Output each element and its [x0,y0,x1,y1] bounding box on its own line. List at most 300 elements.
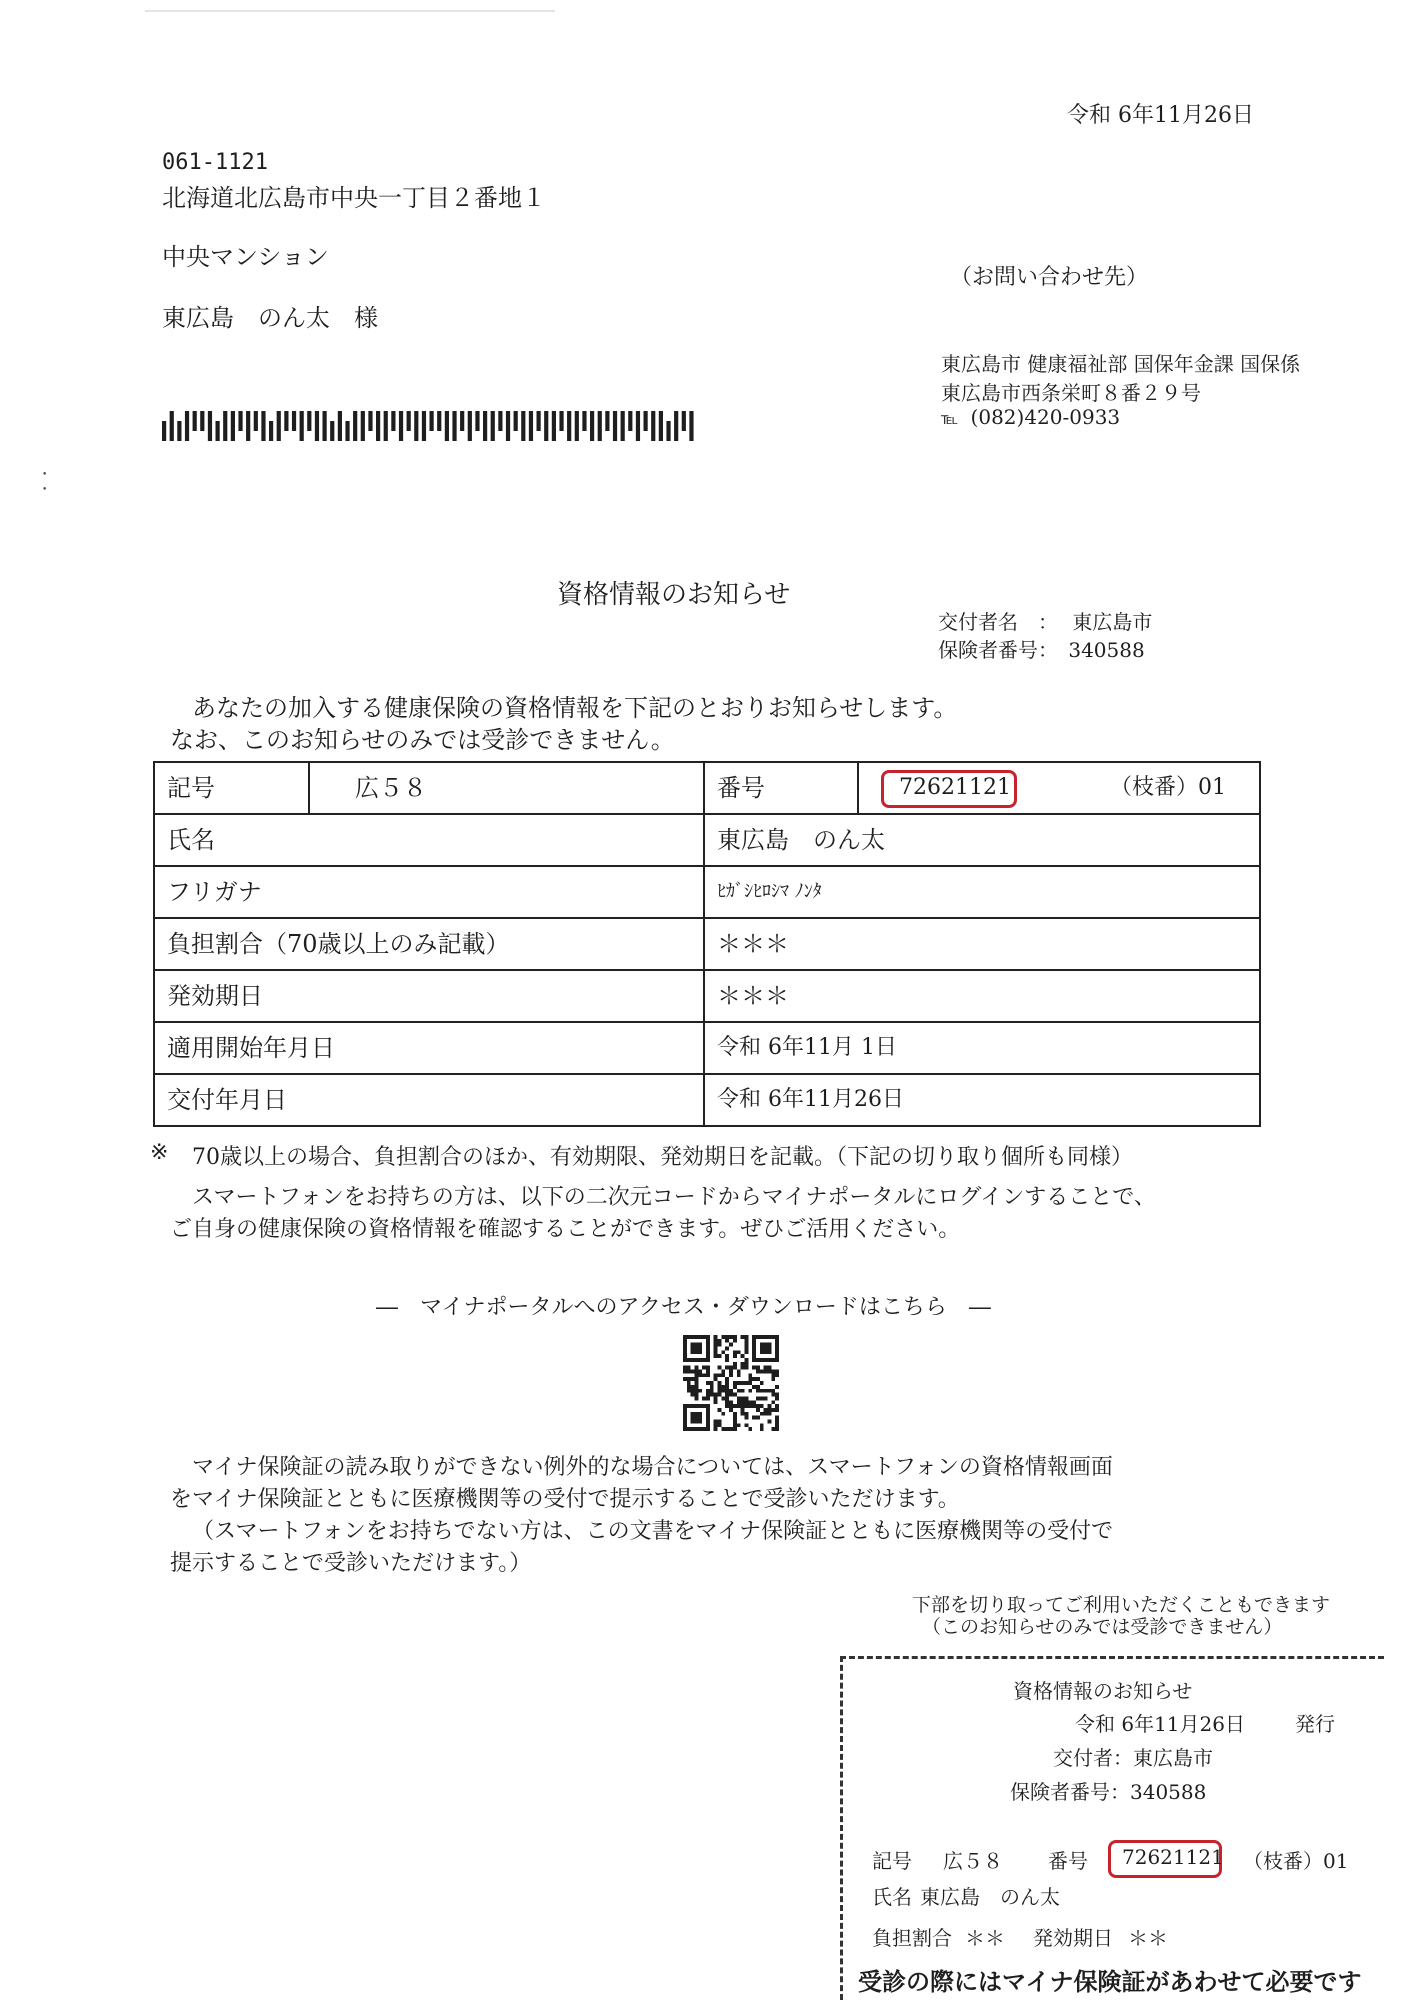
cutout-kigo-label: 記号 [872,1849,912,1873]
qr-module [760,1389,764,1393]
table-row [155,1073,1259,1125]
barcode-bar [300,411,304,441]
qr-module [764,1366,768,1370]
barcode-bar [307,411,311,431]
qr-module [752,1385,756,1389]
qr-module [695,1377,699,1381]
qr-module [733,1354,737,1358]
qr-module [721,1385,725,1389]
barcode-bar [590,411,594,441]
divider [703,867,705,917]
barcode-bar [216,421,220,441]
qr-module [714,1396,718,1400]
qr-module [683,1370,687,1374]
barcode-bar [682,411,686,431]
cutout-insurer: 保険者番号：340588 [1010,1780,1207,1804]
cutout-bango-value: 72621121 [1122,1845,1224,1869]
row-value: 令和 6年11月 1日 [717,1035,897,1060]
barcode-bar [689,411,693,441]
qr-module [737,1381,741,1385]
qr-module [695,1370,699,1374]
qr-module [683,1366,687,1370]
qr-module [744,1416,748,1420]
insurer-value: 340588 [1068,638,1145,662]
barcode-bar [613,411,617,441]
barcode-bar [223,411,227,441]
contact-address: 東広島市西条栄町８番２９号 [941,381,1201,405]
barcode-bar [177,421,181,441]
barcode-bar [384,411,388,441]
qr-module [775,1416,779,1420]
postal-code: 061-1121 [162,150,268,175]
qr-module [729,1366,733,1370]
note-line-2b: ご自身の健康保険の資格情報を確認することができます。ぜひご活用ください。 [170,1217,961,1242]
notice-title: 資格情報のお知らせ [557,580,791,610]
qr-module [695,1396,699,1400]
tel-icon: ℡ [941,409,959,428]
contact-heading: （お問い合わせ先） [950,265,1149,290]
qr-module [718,1419,722,1423]
qr-module [733,1412,737,1416]
para-line-2a: （スマートフォンをお持ちでない方は、この文書をマイナ保険証とともに医療機関等の受付で [192,1519,1114,1544]
qr-module [702,1373,706,1377]
barcode-bar [208,411,212,441]
qr-module [744,1343,748,1347]
cutout-hint-1: 下部を切り取ってご利用いただくこともできます [912,1594,1331,1616]
qr-module [764,1370,768,1374]
qr-module [771,1427,775,1431]
qr-module [737,1404,741,1408]
barcode-bar [559,411,563,431]
issue-date: 令和 6年11月26日 [1067,103,1254,128]
qr-module [721,1370,725,1374]
qr-module [771,1408,775,1412]
qr-module [725,1404,729,1408]
qr-module [733,1419,737,1423]
qr-module [721,1335,725,1339]
qr-module [691,1389,695,1393]
qr-module [733,1404,737,1408]
divider [703,1075,705,1125]
barcode-bar [399,411,403,441]
qr-module [725,1354,729,1358]
qr-module [687,1381,691,1385]
qr-module [737,1396,741,1400]
qr-module [718,1343,722,1347]
qr-module [775,1385,779,1389]
qr-module [775,1373,779,1377]
qr-module [695,1393,699,1397]
qr-module [721,1350,725,1354]
barcode-bar [414,411,418,441]
cutout-footer: 受診の際にはマイナ保険証があわせて必要です [858,1967,1362,1996]
qr-module [767,1419,771,1423]
qr-finder-pattern [691,1343,703,1355]
qr-module [695,1385,699,1389]
qr-module [721,1396,725,1400]
qr-module [771,1400,775,1404]
barcode-bar [498,411,502,431]
para-line-1a: マイナ保険証の読み取りができない例外的な場合については、スマートフォンの資格情報画面 [192,1455,1113,1480]
cutout-name-label: 氏名 [872,1885,912,1909]
divider [703,1023,705,1073]
barcode-bar [246,411,250,441]
qr-module [706,1396,710,1400]
bango-value: 72621121 [899,775,1011,800]
qr-module [729,1400,733,1404]
qr-module [775,1404,779,1408]
barcode-bar [422,411,426,441]
qr-module [748,1377,752,1381]
divider [703,971,705,1021]
qr-module [706,1393,710,1397]
qr-module [764,1389,768,1393]
para-line-2b: 提示することで受診いただけます。） [170,1551,532,1576]
qr-module [744,1350,748,1354]
qr-module [721,1412,725,1416]
qr-module [741,1412,745,1416]
qr-module [767,1389,771,1393]
qr-module [729,1404,733,1408]
barcode-bar [238,411,242,431]
qr-module [744,1335,748,1339]
barcode-bar [323,411,327,441]
note-line-1: 70歳以上の場合、負担割合のほか、有効期限、発効期日を記載。（下記の切り取り個所も同様） [192,1145,1133,1170]
qr-module [725,1427,729,1431]
barcode-bar [666,421,670,441]
qr-module [771,1393,775,1397]
cutout-issued: 発行 [1295,1712,1335,1736]
qr-module [756,1370,760,1374]
qr-module [764,1408,768,1412]
qr-module [767,1404,771,1408]
qr-module [744,1339,748,1343]
qr-module [775,1396,779,1400]
cutout-name-value: 東広島 のん太 [920,1885,1060,1909]
barcode-bar [514,411,518,431]
qr-module [756,1366,760,1370]
barcode-bar [468,411,472,441]
qr-module [764,1412,768,1416]
qr-module [733,1381,737,1385]
barcode-bar [575,411,579,441]
issuer-value: 東広島市 [1072,610,1153,634]
qr-module [744,1400,748,1404]
qr-module [744,1366,748,1370]
qr-module [729,1370,733,1374]
barcode-bar [353,411,357,441]
row-value: 令和 6年11月26日 [717,1087,904,1112]
barcode-bar [338,411,342,441]
qr-module [760,1423,764,1427]
qr-module [748,1389,752,1393]
edaban: （枝番）01 [1110,775,1226,800]
qr-module [741,1404,745,1408]
edge-mark: • [42,470,48,480]
qr-module [756,1389,760,1393]
cutout-kigo-value: 広５８ [943,1849,1003,1873]
qr-module [725,1347,729,1351]
cutout-hakko-value: ＊＊ [1128,1926,1168,1950]
qr-module [714,1343,718,1347]
cutout-title: 資格情報のお知らせ [1013,1679,1193,1703]
qr-module [775,1427,779,1431]
qr-module [752,1366,756,1370]
barcode-bar [636,411,640,441]
barcode-bar [361,411,365,441]
qr-module [737,1423,741,1427]
qr-module [729,1393,733,1397]
qr-module [744,1358,748,1362]
divider [703,919,705,969]
barcode-bar [407,411,411,431]
table-row [155,1021,1259,1073]
barcode-bar [261,411,265,441]
barcode-bar [445,411,449,441]
intro-line-2: なお、このお知らせのみでは受診できません。 [170,726,675,754]
qr-module [737,1373,741,1377]
kigo-value: 広５８ [355,774,427,802]
qr-module [691,1377,695,1381]
cutout-hint-2: （このお知らせのみでは受診できません） [922,1616,1283,1638]
cut-line-left [840,1656,843,2000]
qr-module [695,1381,699,1385]
barcode-bar [452,411,456,441]
qr-module [752,1400,756,1404]
barcode-bar [200,411,204,431]
barcode-bar [437,411,441,431]
qr-module [760,1404,764,1408]
qr-module [718,1408,722,1412]
divider [703,815,705,865]
qr-module [714,1419,718,1423]
qr-module [718,1423,722,1427]
qr-module [767,1412,771,1416]
qr-module [687,1366,691,1370]
qr-module [760,1370,764,1374]
qr-module [725,1366,729,1370]
qr-module [691,1370,695,1374]
qr-module [718,1354,722,1358]
qr-module [714,1354,718,1358]
qr-module [756,1416,760,1420]
qr-module [771,1373,775,1377]
qr-module [741,1335,745,1339]
barcode-bar [621,411,625,441]
qr-module [710,1385,714,1389]
qr-module [706,1366,710,1370]
cutout-edaban: （枝番）01 [1243,1849,1349,1873]
qr-module [725,1335,729,1339]
cut-line-top [840,1656,1384,1659]
qr-module [729,1373,733,1377]
qr-module [698,1370,702,1374]
insurer-row [938,634,1145,663]
qr-module [744,1347,748,1351]
qr-module [695,1366,699,1370]
qr-module [721,1389,725,1393]
barcode-bar [552,411,556,441]
scan-edge-line [145,10,555,12]
qr-module [714,1427,718,1431]
qr-module [721,1427,725,1431]
qr-module [760,1381,764,1385]
qr-module [702,1396,706,1400]
edge-mark: • [42,485,48,495]
qr-module [752,1377,756,1381]
qr-module [756,1385,760,1389]
qr-module [741,1381,745,1385]
qr-module [729,1427,733,1431]
barcode-bar [345,421,349,441]
bango-label: 番号 [717,774,765,802]
row-label: 負担割合（70歳以上のみ記載） [167,930,510,958]
qr-module [756,1408,760,1412]
qr-module [710,1381,714,1385]
qr-module [687,1370,691,1374]
qr-module [725,1377,729,1381]
barcode-bar [644,411,648,431]
barcode-bar [605,411,609,431]
qr-module [718,1373,722,1377]
qr-module [741,1354,745,1358]
qr-module [741,1366,745,1370]
qr-module [706,1370,710,1374]
barcode-bar [269,421,273,441]
intro-line-1: あなたの加入する健康保険の資格情報を下記のとおりお知らせします。 [192,694,958,722]
qr-module [775,1370,779,1374]
table-row [155,813,1259,865]
qr-module [718,1381,722,1385]
qr-module [691,1393,695,1397]
barcode-bar [277,411,281,441]
qr-module [706,1389,710,1393]
qr-module [718,1389,722,1393]
qr-module [744,1362,748,1366]
barcode-bar [567,411,571,441]
qr-module [752,1416,756,1420]
qr-module [725,1339,729,1343]
row-value: ﾋｶﾞｼﾋﾛｼﾏ ﾉﾝﾀ [717,881,822,902]
barcode-bar [284,411,288,431]
qr-module [729,1335,733,1339]
table-row [155,865,1259,917]
issuer-row [938,606,1152,635]
recipient-name: 東広島 のん太 様 [162,304,378,332]
cutout-futan-value: ＊＊ [965,1926,1005,1950]
qr-module [744,1423,748,1427]
divider [308,763,310,813]
row-value: 東広島 のん太 [717,826,885,854]
barcode-bar [330,421,334,441]
barcode-bar [598,411,602,441]
qr-module [714,1339,718,1343]
divider [857,763,859,813]
qr-module [733,1385,737,1389]
row-label: 適用開始年月日 [167,1034,335,1062]
qr-module [760,1412,764,1416]
qr-module [725,1389,729,1393]
qr-module [744,1404,748,1408]
qr-module [756,1396,760,1400]
qr-code[interactable] [683,1335,779,1431]
qr-module [775,1423,779,1427]
barcode-bar [529,411,533,441]
barcode-bar [582,411,586,431]
qr-module [687,1389,691,1393]
barcode-bar [170,411,174,441]
barcode-bar [376,411,380,441]
cutout-issuer: 交付者：東広島市 [1053,1746,1213,1770]
table-row [155,917,1259,969]
qr-module [725,1381,729,1385]
qr-module [714,1373,718,1377]
qr-module [744,1396,748,1400]
note-mark: ※ [150,1140,169,1165]
qr-module [748,1427,752,1431]
qr-module [733,1335,737,1339]
qr-module [744,1412,748,1416]
qr-module [767,1366,771,1370]
cutout-bango-label: 番号 [1048,1849,1088,1873]
qr-module [744,1381,748,1385]
barcode-bar [185,411,189,441]
qr-module [775,1408,779,1412]
qr-module [741,1389,745,1393]
qr-module [741,1408,745,1412]
qr-module [733,1393,737,1397]
qr-module [706,1373,710,1377]
qr-module [767,1370,771,1374]
qr-module [733,1423,737,1427]
qr-module [771,1377,775,1381]
barcode-bar [391,411,395,431]
kigo-label: 記号 [167,774,215,802]
barcode-bar [674,411,678,441]
qr-module [737,1400,741,1404]
qr-module [771,1389,775,1393]
barcode-bar [475,411,479,431]
qr-module [767,1408,771,1412]
qr-module [748,1381,752,1385]
qr-module [710,1389,714,1393]
qr-module [714,1393,718,1397]
barcode-bar [254,411,258,431]
barcode-bar [521,411,525,441]
barcode-bar [315,411,319,441]
barcode-bar [506,411,510,441]
issuer-label: 交付者名 ： [938,610,1058,634]
postal-barcode [162,411,697,441]
qr-module [737,1389,741,1393]
contact-tel-number: (082)420-0933 [970,405,1121,429]
barcode-bar [162,421,166,441]
contact-dept: 東広島市 健康福祉部 国保年金課 国保係 [941,352,1301,376]
qr-module [756,1377,760,1381]
qr-module [775,1393,779,1397]
qr-module [725,1400,729,1404]
barcode-bar [651,411,655,441]
qr-module [752,1404,756,1408]
qr-module [714,1423,718,1427]
qr-module [729,1343,733,1347]
qr-module [741,1362,745,1366]
qr-module [687,1377,691,1381]
qr-module [760,1396,764,1400]
barcode-bar [491,411,495,441]
row-label: フリガナ [167,878,262,906]
insurer-label: 保険者番号： [938,638,1058,662]
